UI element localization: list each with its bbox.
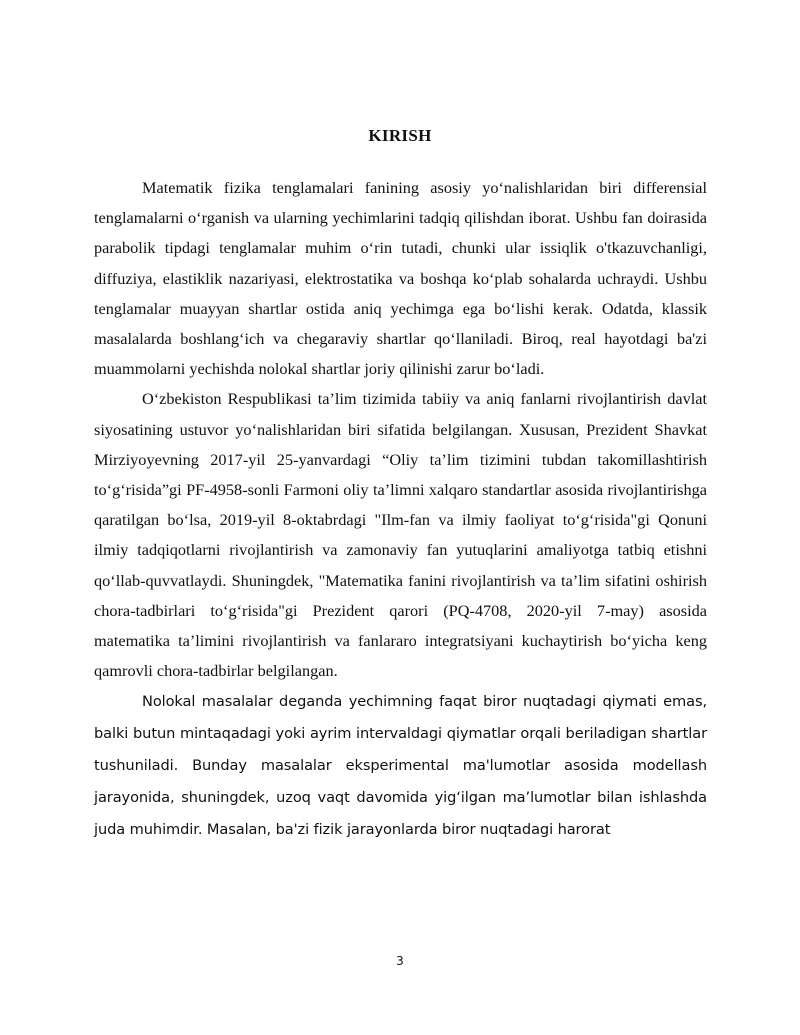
- paragraph-introduction: Matematik fizika tenglamalari fanining asosiy yo‘nalishlaridan biri differensial tenglamalarni o‘rganish va ularning yechimlarini tadqiq qilishdan iborat. Ushbu fan doirasida parabolik tipdagi tenglamalar muhim o‘rin tutadi, chunki ular issiqlik o'tkazuvchanligi, diffuziya, elastiklik nazariyasi, elektrostatika va boshqa ko‘plab sohalarda uchraydi. Ushbu tenglamalar muayyan shartlar ostida aniq yechimga ega bo‘lishi kerak. Odatda, klassik masalalarda boshlang‘ich va chegaraviy shartlar qo‘llaniladi. Biroq, real hayotdagi ba'zi muammolarni yechishda nolokal shartlar joriy qilinishi zarur bo‘ladi.: [94, 178, 707, 379]
- page-number: 3: [396, 954, 404, 968]
- body-text: [94, 173, 707, 846]
- paragraph-nonlocal-problems: Nolokal masalalar deganda yechimning faqat biror nuqtadagi qiymati emas, balki butun mintaqadagi yoki ayrim intervaldagi qiymatlar orqali beriladigan shartlar tushuniladi. Bunday masalalar eksperimental ma'lumotlar asosida modellash jarayonida, shuningdek, uzoq vaqt davomida yig‘ilgan ma’lumotlar bilan ishlashda juda muhimdir. Masalan, ba'zi fizik jarayonlarda biror nuqtadagi harorat: [94, 693, 707, 839]
- section-title: KIRISH: [368, 126, 432, 145]
- paragraph-education-policy: O‘zbekiston Respublikasi ta’lim tizimida tabiiy va aniq fanlarni rivojlantirish davlat siyosatining ustuvor yo‘nalishlaridan biri sifatida belgilangan. Xususan, Prezident Shavkat Mirziyoyevning 2017-yil 25-yanvardagi “Oliy ta’lim tizimini tubdan takomillashtirish to‘g‘risida”gi PF-4958-sonli Farmoni oliy ta’limni xalqaro standartlar asosida rivojlantirishga qaratilgan bo‘lsa, 2019-yil 8-oktabrdagi "Ilm-fan va ilmiy faoliyat to‘g‘risida"gi Qonuni ilmiy tadqiqotlarni rivojlantirish va zamonaviy fan yutuqlarini amaliyotga tatbiq etishni qo‘llab-quvvatlaydi. Shuningdek, "Matematika fanini rivojlantirish va ta’lim sifatini oshirish chora-tadbirlari to‘g‘risida"gi Prezident qarori (PQ-4708, 2020-yil 7-may) asosida matematika ta’limini rivojlantirish va fanlararo integratsiyani kuchaytirish bo‘yicha keng qamrovli chora-tadbirlar belgilangan.: [94, 389, 707, 681]
